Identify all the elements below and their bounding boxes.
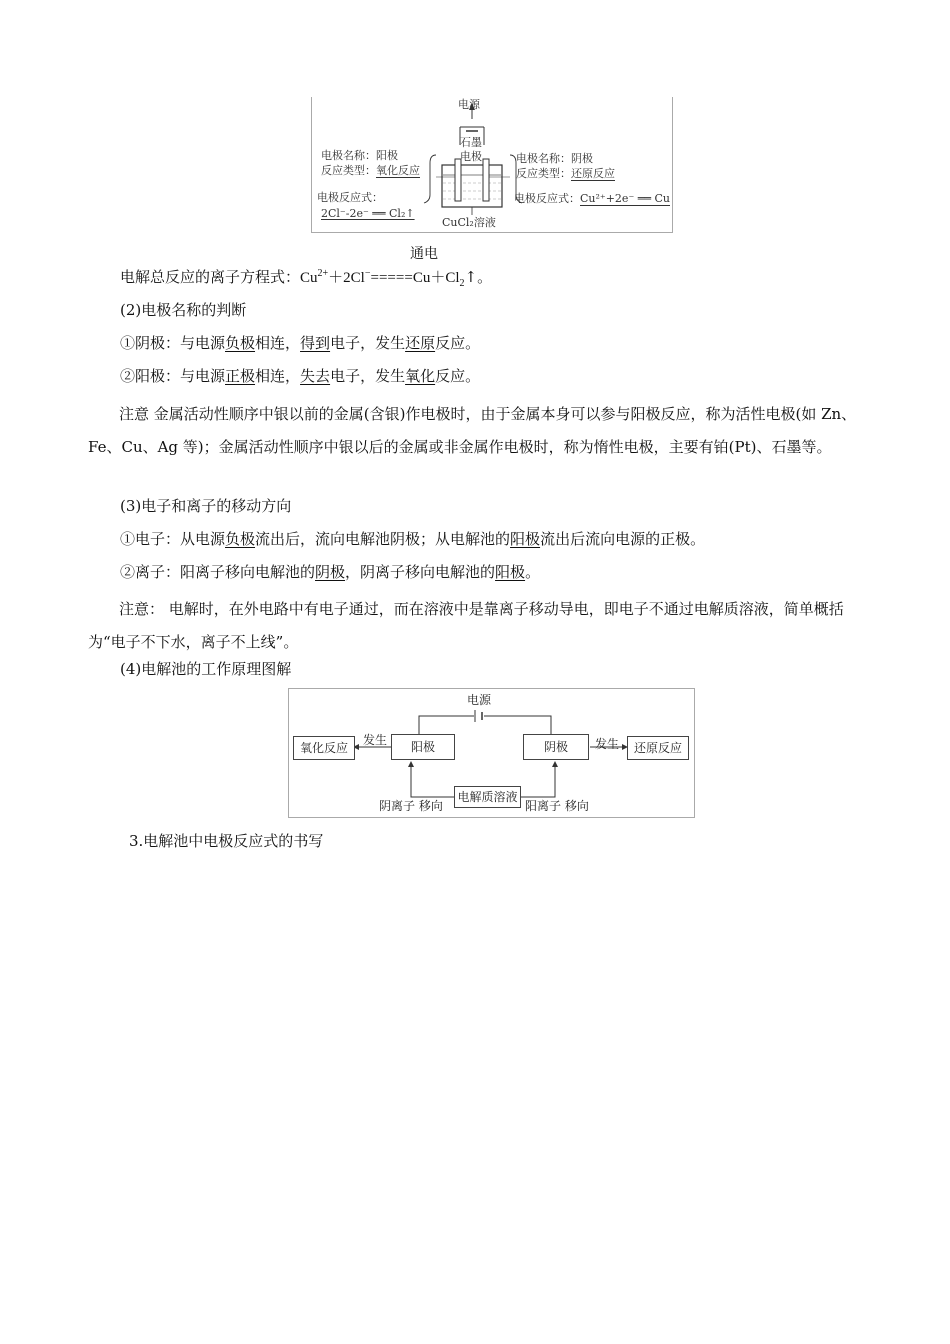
- anode-name-label: 电极名称：阳极: [321, 149, 398, 162]
- anode-equation-label: 电极反应式：: [317, 191, 383, 204]
- cucl2-solution-label: CuCl₂溶液: [442, 216, 496, 229]
- working-principle-diagram: [288, 688, 695, 818]
- reduction-reaction-box: 还原反应: [627, 736, 689, 760]
- anode-box: 阳极: [391, 734, 455, 760]
- electrolyte-solution-box: 电解质溶液: [454, 786, 521, 808]
- active-inert-electrode-note: 注意 金属活动性顺序中银以前的金属(含银)作电极时，由于金属本身可以参与阳极反应，称为活性电极(如 Zn、Fe、Cu、Ag 等)；金属活动性顺序中银以后的金属或非金属作电极时，称为惰性电极，主要有铂(Pt)、石墨等。: [88, 405, 857, 456]
- anode-judgement-line: ②阳极：与电源正极相连，失去电子，发生氧化反应。: [120, 367, 481, 385]
- graphite-label-line1: 石墨: [460, 136, 482, 149]
- cathode-equation-row: [514, 192, 670, 205]
- overall-ionic-equation: 电解总反应的离子方程式：$Cu^{2+}+2Cl^-=====Cu+Cl_2↑$。: [120, 268, 493, 289]
- anion-migration-label: 阴离子 移向: [379, 799, 443, 813]
- cathode-box: 阴极: [523, 734, 589, 760]
- oxidation-reaction-box: 氧化反应: [293, 736, 355, 760]
- section-3-heading: (3)电子和离子的移动方向: [120, 497, 292, 515]
- section-3-main-heading: 3.电解池中电极反应式的书写: [129, 832, 324, 850]
- cathode-judgement-line: ①阴极：与电源负极相连，得到电子，发生还原反应。: [120, 334, 481, 352]
- ion-flow-line: ②离子：阳离子移向电解池的阴极，阴离子移向电解池的阳极。: [120, 563, 541, 581]
- section-4-heading: (4)电解池的工作原理图解: [120, 660, 292, 678]
- power-source-label: 电源: [458, 98, 480, 111]
- anode-equation: 2Cl⁻-2e⁻ ══ Cl₂↑: [321, 207, 415, 220]
- power-source-label: 电源: [467, 693, 492, 707]
- electrolysis-cell-figure: [311, 97, 673, 233]
- cathode-equation: Cu²⁺+2e⁻ ══ Cu: [580, 192, 670, 205]
- electron-ion-note: 注意： 电解时，在外电路中有电子通过，而在溶液中是靠离子移动导电，即电子不通过电解质溶液，简单概括为“电子不下水，离子不上线”。: [88, 600, 844, 651]
- cation-migration-label: 阳离子 移向: [525, 799, 589, 813]
- occur-label-left: 发生: [363, 733, 388, 747]
- cathode-reaction-type: 反应类型：还原反应: [516, 167, 615, 180]
- section-2-heading: (2)电极名称的判断: [120, 301, 247, 319]
- anode-reaction-type: 反应类型：氧化反应: [321, 164, 420, 177]
- electrolysis-condition: 通电: [410, 246, 438, 262]
- graphite-label-line2: 电极: [460, 150, 482, 163]
- occur-label-right: 发生: [595, 737, 620, 751]
- electron-flow-line: ①电子：从电源负极流出后，流向电解池阴极；从电解池的阳极流出后流向电源的正极。: [120, 530, 706, 548]
- cathode-name-label: 电极名称：阴极: [516, 152, 593, 165]
- cathode-equation-label: 电极反应式：: [514, 192, 580, 205]
